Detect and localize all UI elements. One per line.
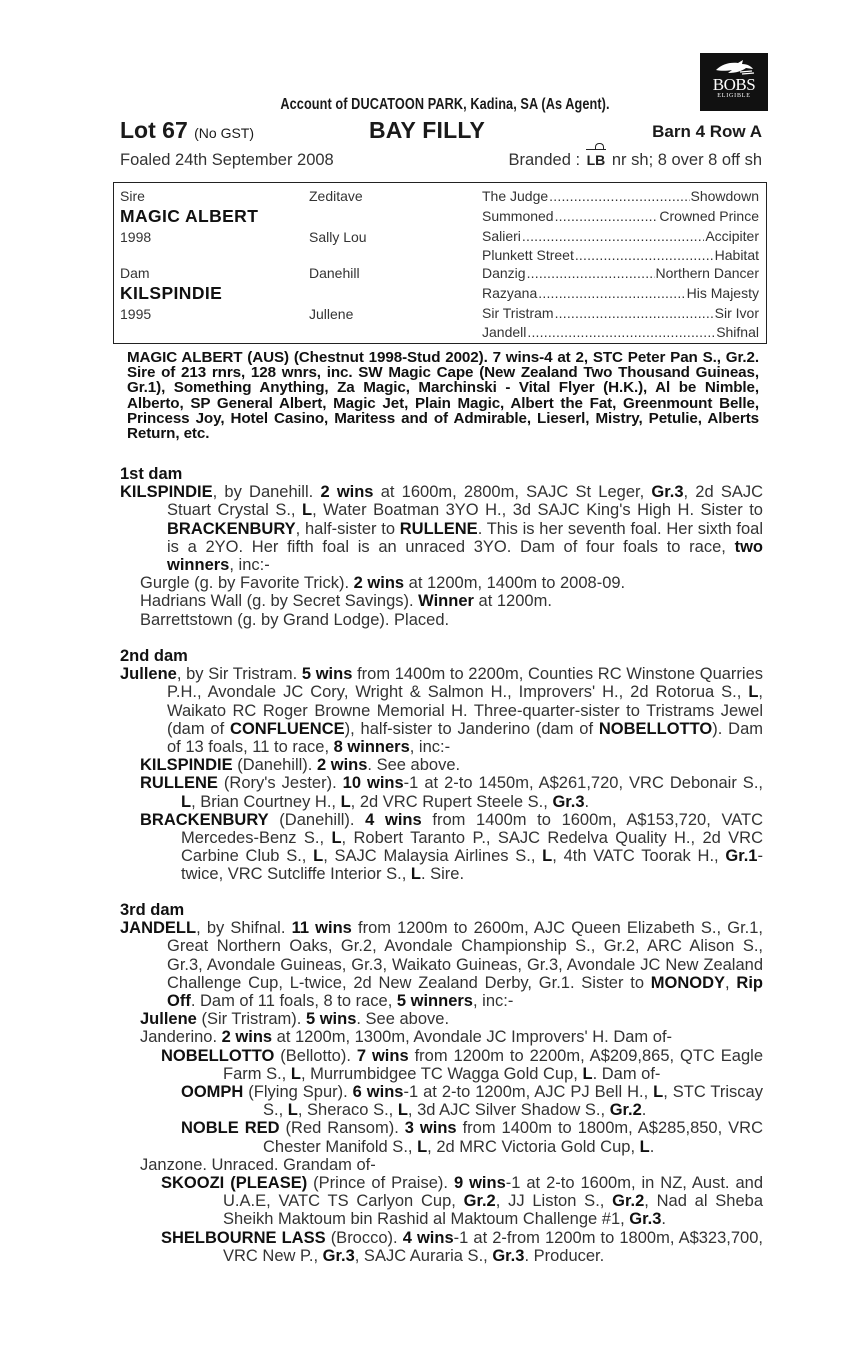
progeny-item: BRACKENBURY (Danehill). 4 wins from 1400m to 1600m, A$153,720, VATC Mercedes-Benz S., L, Robert Taranto P., SAJC Redelva Quality H., 2d VRC Carbine Club S., L, SAJC Malaysia Airlines S., L, 4th VATC Toorak H., Gr.1-twice, VRC Sutcliffe Interior S., L. Sire. [140, 810, 764, 884]
dam-record: Jullene, by Sir Tristram. 5 wins from 1400m to 2200m, Counties RC Winstone Quarries P.H., Avondale JC Cory, Wright & Salmon H., Improvers' H., 2d Rotorua S., L, Waikato RC Roger Browne Memorial H. Three-quarter-sister to Tristrams Jewel (dam of CONFLUENCE), half-sister to Janderino (dam of NOBELLOTTO). Dam of 13 foals, 11 to race, 8 winners, inc:- [120, 665, 764, 757]
progeny-item: SKOOZI (PLEASE) (Prince of Praise). 9 wins-1 at 2-to 1600m, in NZ, Aust. and U.A.E, VATC TS Carlyon Cup, Gr.2, JJ Liston S., Gr.2, Nad al Sheba Sheikh Maktoum bin Rashid al Maktoum Challenge #1, Gr.3. [161, 1174, 763, 1229]
logo-subtext: ELIGIBLE [717, 93, 751, 99]
progeny-item: NOBELLOTTO (Bellotto). 7 wins from 1200m to 2200m, A$209,865, QTC Eagle Farm S., L, Murrumbidgee TC Wagga Gold Cup, L. Dam of- [161, 1046, 764, 1083]
progeny-item: Jullene (Sir Tristram). 5 wins. See above. [140, 1010, 450, 1029]
section-heading: 3rd dam [120, 901, 185, 919]
great-grandparent-row: Plunkett Street ..... Habitat [482, 247, 759, 263]
foaled-date: Foaled 24th September 2008 [120, 151, 334, 169]
great-grandparent-row: Jandell ..... Shifnal [482, 324, 759, 340]
logo-text: BOBS [712, 75, 756, 94]
horse-head-icon [712, 58, 756, 76]
progeny-item: OOMPH (Flying Spur). 6 wins-1 at 2-to 1200m, AJC PJ Bell H., L, STC Triscay S., L, Sheraco S., L, 3d AJC Silver Shadow S., Gr.2. [181, 1083, 763, 1120]
great-grandparent-row: Summoned ..... Crowned Prince [482, 208, 759, 224]
sire-label: Sire [120, 188, 145, 204]
lot-number [120, 117, 254, 144]
progeny-item: Hadrians Wall (g. by Secret Savings). Winner at 1200m. [140, 592, 552, 611]
first-dam-section [120, 465, 763, 629]
progeny-item: RULLENE (Rory's Jester). 10 wins-1 at 2-to 1450m, A$261,720, VRC Debonair S., L, Brian Courtney H., L, 2d VRC Rupert Steele S., Gr.3. [140, 774, 763, 811]
great-grandparent-row: The Judge ..... Showdown [482, 188, 759, 204]
barn-location: Barn 4 Row A [652, 122, 762, 141]
great-grandparent-row: Sir Tristram ..... Sir Ivor [482, 305, 759, 321]
sire-name: MAGIC ALBERT [120, 206, 259, 226]
pedigree-box [113, 182, 767, 344]
sire-sire: Zeditave [309, 188, 363, 204]
dam-year: 1995 [120, 306, 152, 322]
dam-label: Dam [120, 265, 150, 281]
dam-name: KILSPINDIE [120, 283, 223, 303]
lot-header [120, 117, 762, 145]
progeny-item: KILSPINDIE (Danehill). 2 wins. See above. [140, 756, 461, 775]
progeny-item: Barrettstown (g. by Grand Lodge). Placed. [140, 610, 450, 629]
section-heading: 1st dam [120, 465, 183, 483]
progeny-item: Janderino. 2 wins at 1200m, 1300m, Avondale JC Improvers' H. Dam of- [140, 1028, 673, 1047]
section-heading: 2nd dam [120, 647, 188, 665]
sire-year: 1998 [120, 229, 152, 245]
dam-sire: Danehill [309, 265, 360, 281]
second-dam-section [120, 647, 763, 884]
progeny-item: Gurgle (g. by Favorite Trick). 2 wins at 1200m, 1400m to 2008-09. [140, 574, 626, 593]
sire-summary: MAGIC ALBERT (AUS) (Chestnut 1998-Stud 2002). 7 wins-4 at 2, STC Peter Pan S., Gr.2. Sire of 213 rnrs, 128 wnrs, inc. SW Magic Cape (New Zealand Two Thousand Guineas, Gr.1), Something Anything, Za Magic, Marchinski - Vital Flyer (H.K.), Al be Nimble, Alberto, SP General Albert, Magic Jet, Plain Magic, Albert the Fat, Greenmount Belle, Princess Joy, Hotel Casino, Maritess and of Admirable, Lieserl, Mistry, Petulie, Alberts Return, etc. [127, 349, 759, 443]
great-grandparent-row: Salieri ..... Accipiter [482, 228, 759, 244]
gst-note: (No GST) [194, 125, 255, 141]
dam-record: JANDELL, by Shifnal. 11 wins from 1200m to 2600m, AJC Queen Elizabeth S., Gr.1, Great Northern Oaks, Gr.2, Avondale Championship S., Gr.2, ARC Alison S., Gr.3, Avondale Guineas, Gr.3, Waikato Guineas, Gr.3, Avondale JC New Zealand Challenge Cup, L-twice, 2d New Zealand Derby, Gr.1. Sister to MONODY, Rip Off. Dam of 11 foals, 8 to race, 5 winners, inc:- [120, 919, 763, 1011]
progeny-item: SHELBOURNE LASS (Brocco). 4 wins-1 at 2-from 1200m to 1800m, A$323,700, VRC New P., Gr.3, SAJC Auraria S., Gr.3. Producer. [161, 1228, 763, 1265]
branded-label: Branded : [508, 151, 585, 169]
horse-description: BAY FILLY [369, 117, 485, 143]
dam-record: KILSPINDIE, by Danehill. 2 wins at 1600m, 2800m, SAJC St Leger, Gr.3, 2d SAJC Stuart Crystal S., L, Water Boatman 3YO H., 3d SAJC King's High H. Sister to BRACKENBURY, half-sister to RULLENE. This is her seventh foal. Her sixth foal is a 2YO. Her fifth foal is an unraced 3YO. Dam of four foals to race, two winners, inc:- [120, 483, 764, 575]
brand-info [508, 151, 762, 170]
brand-description: nr sh; 8 over 8 off sh [607, 151, 762, 169]
brand-mark-icon: LB [587, 152, 606, 168]
progeny-item: Janzone. Unraced. Grandam of- [140, 1155, 376, 1174]
dam-dam: Jullene [309, 306, 354, 322]
third-dam-section [120, 901, 763, 1265]
progeny-item: NOBLE RED (Red Ransom). 3 wins from 1400m to 1800m, A$285,850, VRC Chester Manifold S., L, 2d MRC Victoria Gold Cup, L. [181, 1119, 763, 1156]
great-grandparent-row: Danzig ..... Northern Dancer [482, 265, 759, 281]
sire-dam: Sally Lou [309, 229, 367, 245]
lot-label: Lot 67 [120, 117, 188, 143]
great-grandparent-row: Razyana ..... His Majesty [482, 285, 759, 301]
vendor-account: Account of DUCATOON PARK, Kadina, SA (As Agent). [280, 96, 610, 113]
